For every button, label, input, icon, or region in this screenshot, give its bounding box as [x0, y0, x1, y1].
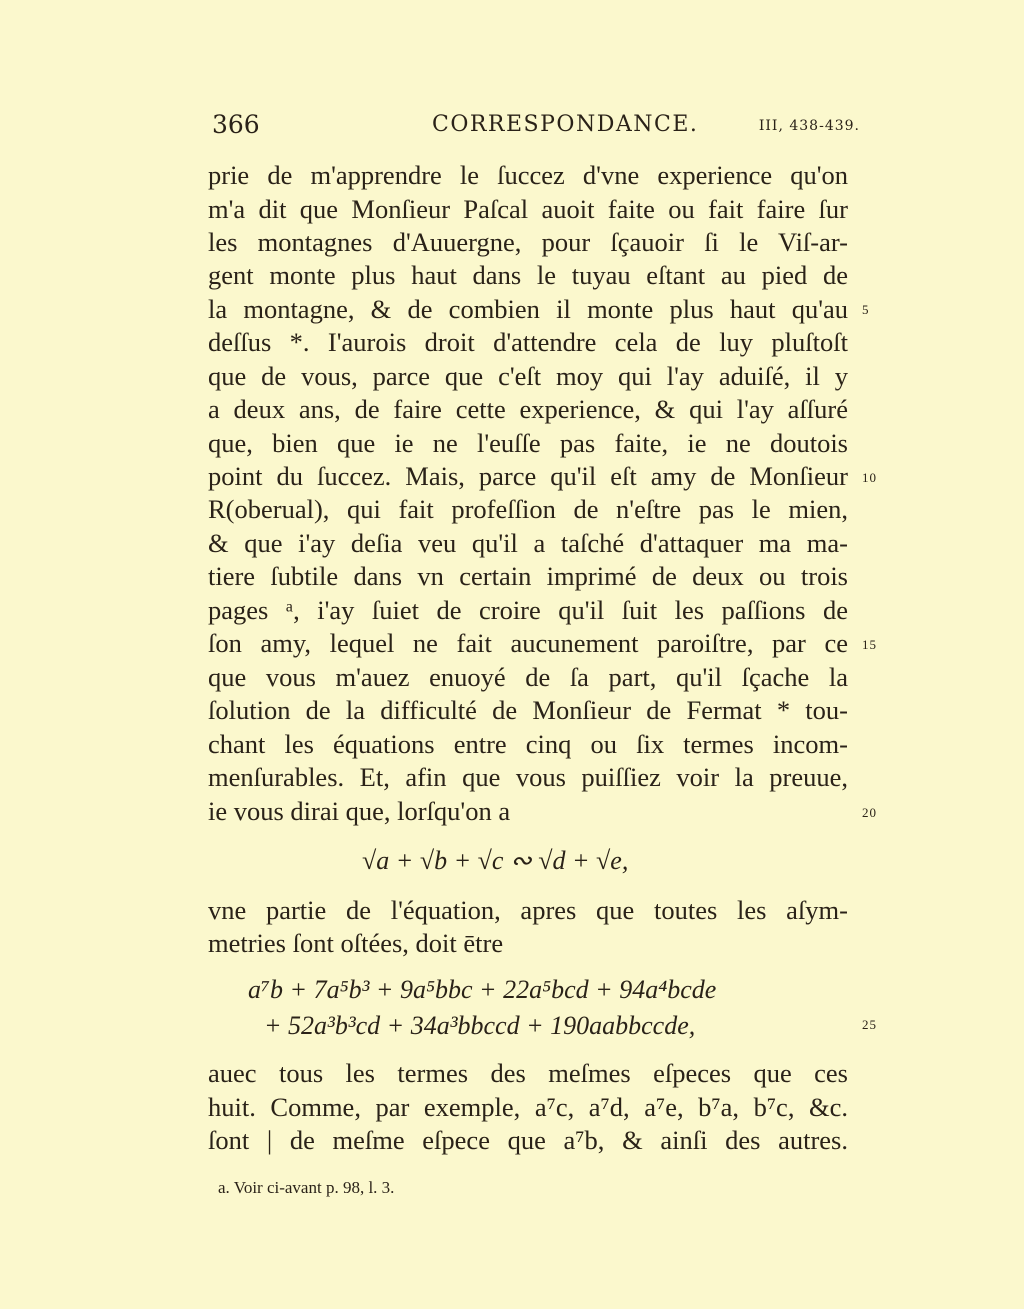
text-line: tiere ſubtile dans vn certain imprimé de deux ou trois [208, 561, 848, 591]
text-line: vne partie de l'équation, apres que toutes les aſym- [208, 895, 848, 925]
text-line: point du ſuccez. Mais, parce qu'il eſt amy de Monſieur [208, 461, 848, 491]
line-number: 15 [862, 637, 877, 652]
formula-polynomial-line-1: a⁷b + 7a⁵b³ + 9a⁵bbc + 22a⁵bcd + 94a⁴bcde [248, 975, 717, 1004]
formula-radicals: √a + √b + √c ∾ √d + √e, [362, 846, 629, 875]
text-line: a deux ans, de faire cette experience, & qui l'ay aſſuré [208, 394, 848, 424]
text-line: que de vous, parce que c'eſt moy qui l'ay aduiſé, il y [208, 361, 848, 391]
text-line: chant les équations entre cinq ou ſix termes incom- [208, 729, 848, 759]
text-line: auec tous les termes des meſmes eſpeces que ces [208, 1058, 848, 1088]
running-title: CORRESPONDANCE. [432, 112, 699, 137]
page-number: 366 [212, 110, 260, 139]
text-line: prie de m'apprendre le ſuccez d'vne experience qu'on [208, 160, 848, 190]
text-line: metries ſont oſtées, doit ētre [208, 928, 504, 958]
footnote: a. Voir ci-avant p. 98, l. 3. [218, 1178, 395, 1197]
text-line: huit. Comme, par exemple, a⁷c, a⁷d, a⁷e, b⁷a, b⁷c, &c. [208, 1092, 848, 1122]
text-line: les montagnes d'Auuergne, pour ſçauoir ſi le Viſ-ar- [208, 227, 848, 257]
text-line: m'a dit que Monſieur Paſcal auoit faite ou fait faire ſur [208, 194, 848, 224]
text-line: ie vous dirai que, lorſqu'on a [208, 796, 511, 826]
text-line: que vous m'auez enuoyé de ſa part, qu'il ſçache la [208, 662, 848, 692]
text-line: que, bien que ie ne l'euſſe pas faite, ie ne doutois [208, 428, 848, 458]
text-line: ſolution de la difficulté de Monſieur de Fermat * tou- [208, 695, 848, 725]
page-header [210, 110, 860, 142]
text-line: R(oberual), qui fait profeſſion de n'eſtre pas le mien, [208, 494, 848, 524]
formula-polynomial-line-2: + 52a³b³cd + 34a³bbccd + 190aabbccde, [264, 1011, 696, 1040]
line-number: 20 [862, 805, 877, 820]
line-number: 10 [862, 470, 877, 485]
line-number: 25 [862, 1017, 877, 1032]
text-line: & que i'ay deſia veu qu'il a taſché d'attaquer ma ma- [208, 528, 848, 558]
text-line: deſſus *. I'aurois droit d'attendre cela de luy pluſtoſt [208, 327, 848, 357]
volume-reference: III, 438-439. [758, 118, 860, 134]
text-line: gent monte plus haut dans le tuyau eſtant au pied de [208, 260, 848, 290]
text-line: menſurables. Et, afin que vous puiſſiez voir la preuue, [208, 762, 848, 792]
text-line: pages ᵃ, i'ay ſuiet de croire qu'il ſuit les paſſions de [208, 595, 848, 625]
text-line: ſon amy, lequel ne fait aucunement paroiſtre, par ce [208, 628, 848, 658]
line-number: 5 [862, 302, 870, 317]
text-line: la montagne, & de combien il monte plus haut qu'au [208, 294, 848, 324]
text-line: ſont | de meſme eſpece que a⁷b, & ainſi des autres. [208, 1125, 848, 1155]
